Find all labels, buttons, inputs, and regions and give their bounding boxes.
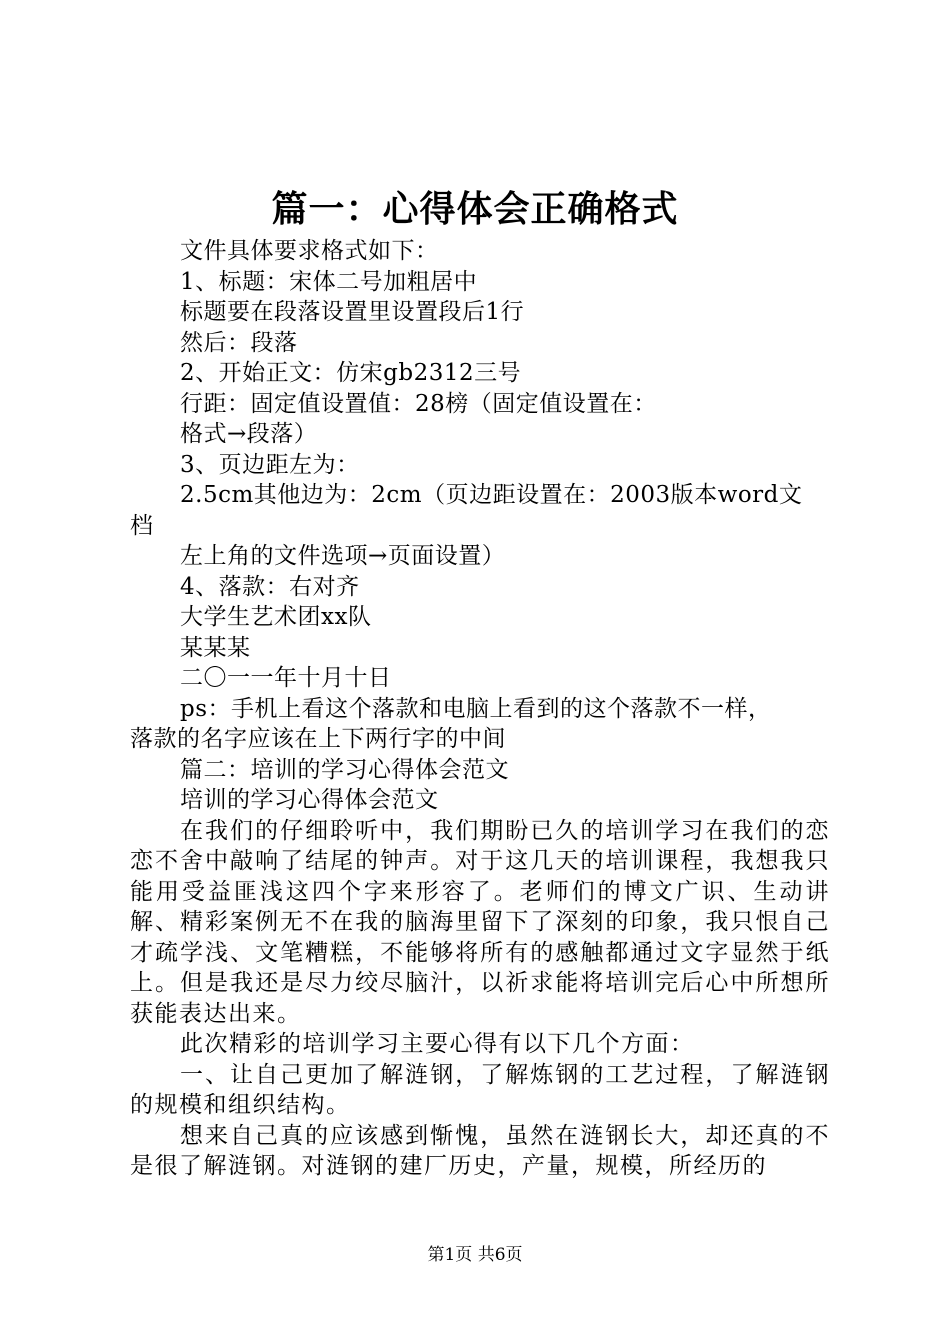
margin-setting-line-wrap: 档 — [130, 512, 154, 539]
text-line: 左上角的文件选项→页面设置） — [180, 543, 506, 569]
ps-note-line: ps：手机上看这个落款和电脑上看到的这个落款不一样， — [180, 695, 772, 722]
document-title: 篇一：心得体会正确格式 — [271, 188, 679, 230]
text-line: 3、页边距左为： — [180, 451, 360, 478]
text-line: 标题要在段落设置里设置段后1行 — [180, 299, 525, 325]
section-heading: 篇二：培训的学习心得体会范文 — [180, 756, 509, 783]
text-line: 行距：固定值设置值：28榜（固定值设置在： — [180, 390, 657, 417]
section-subtitle: 培训的学习心得体会范文 — [180, 787, 439, 813]
ps-note-line-wrap: 落款的名字应该在上下两行字的中间 — [130, 726, 506, 752]
text-line: 4、落款：右对齐 — [180, 573, 360, 600]
text-line: 某某某 — [180, 634, 251, 661]
body-paragraph: 此次精彩的培训学习主要心得有以下几个方面： — [180, 1031, 695, 1057]
page-number-footer: 第1页 共6页 — [427, 1245, 523, 1265]
text-line: 然后：段落 — [180, 329, 298, 356]
body-paragraph: 想来自己真的应该感到惭愧，虽然在涟钢长大，却还真的不是很了解涟钢。对涟钢的建厂历史，产量，规模，所经历的 — [130, 1122, 830, 1179]
text-line: 格式→段落） — [180, 421, 318, 447]
document-body — [130, 236, 830, 1182]
text-line: 大学生艺术团xx队 — [180, 604, 372, 630]
text-line: 1、标题：宋体二号加粗居中 — [180, 268, 478, 295]
text-line: 2、开始正文：仿宋gb2312三号 — [180, 360, 522, 386]
margin-setting-line: 2.5cm其他边为：2cm（页边距设置在：2003版本word文 — [180, 482, 803, 508]
text-line: 二〇一一年十月十日 — [180, 665, 392, 691]
body-paragraph: 在我们的仔细聆听中，我们期盼已久的培训学习在我们的恋恋不舍中敲响了结尾的钟声。对于这几天的培训课程，我想我只能用受益匪浅这四个字来形容了。老师们的博文广识、生动讲解、精彩案例无不在我的脑海里留下了深刻的印象，我只恨自己才疏学浅、文笔糟糕，不能够将所有的感触都通过文字显然于纸上。但是我还是尽力绞尽脑汁，以祈求能将培训完后心中所想所获能表达出来。 — [130, 817, 830, 1027]
text-line: 文件具体要求格式如下： — [180, 238, 439, 264]
body-paragraph: 一、让自己更加了解涟钢，了解炼钢的工艺过程，了解涟钢的规模和组织结构。 — [130, 1061, 830, 1118]
